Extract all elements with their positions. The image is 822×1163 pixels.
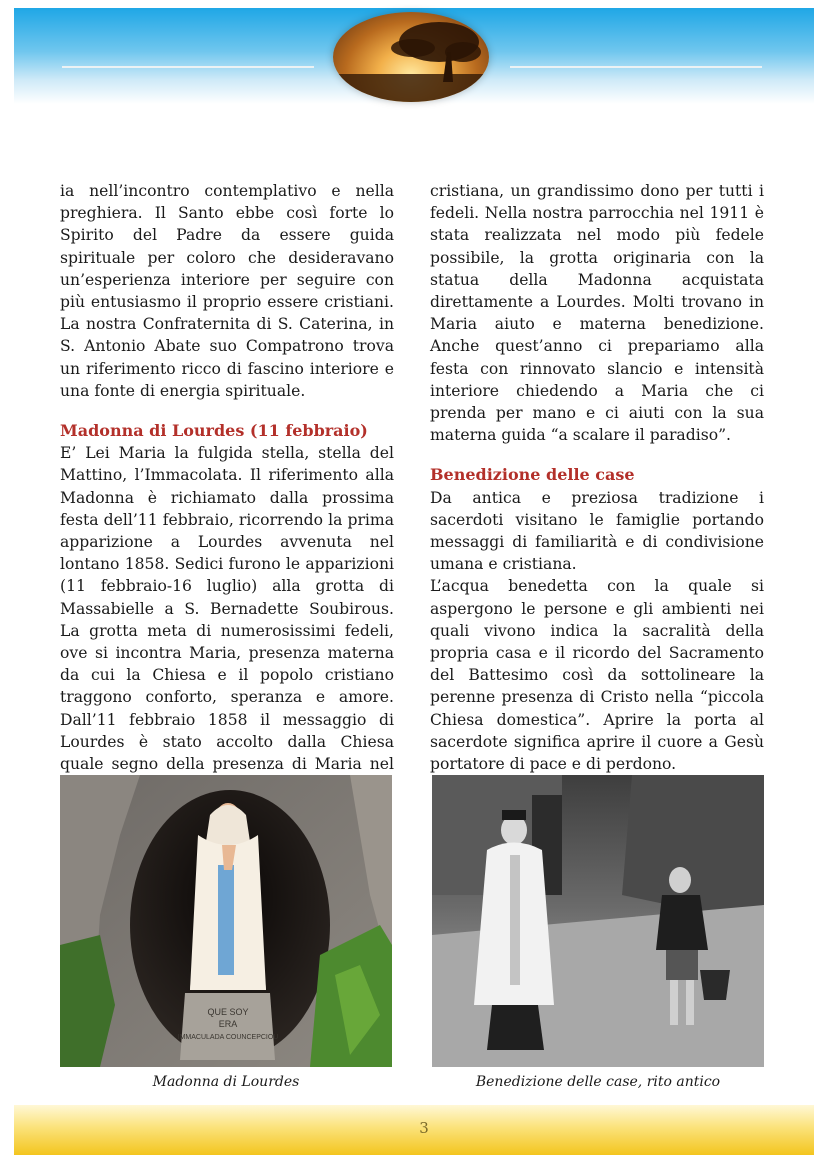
page-footer-banner — [14, 1105, 814, 1155]
header-right-rule — [510, 66, 762, 68]
page-number: 3 — [419, 1119, 429, 1137]
left-text-column — [60, 180, 394, 797]
blessing-ritual-photo — [432, 775, 764, 1067]
lourdes-grotto-photo — [60, 775, 392, 1067]
tree-silhouette-icon — [333, 12, 489, 102]
inscription-line-3: IMMACULADA COUNCEPCIOU — [177, 1034, 279, 1041]
intro-paragraph: ia nell’incontro contemplativo e nella preghiera. Il Santo ebbe così forte lo Spirito del Padre da essere guida spirituale per coloro che desideravano un’esperienza interiore per seguire con più entusiasmo il proprio essere cristiani. La nostra Confraternita di S. Caterina, in S. Antonio Abate suo Compatrono trova un riferimento ricco di fascino interiore e una fonte di energia spirituale. — [60, 182, 394, 400]
continuation-paragraph: cristiana, un grandissimo dono per tutti i fedeli. Nella nostra parrocchia nel 1911 è stata realizzata nel modo più fedele possibile, la grotta originaria con la statua della Madonna acquistata direttamente a Lourdes. Molti trovano in Maria aiuto e materna benedizione. Anche quest’anno ci prepariamo alla festa con rinnovato slancio e intensità interiore chiedendo a Maria che ci prenda per mano e ci aiuti con la sua materna guida “a scalare il paradiso”. — [430, 182, 764, 445]
inscription-line-1: QUE SOY — [207, 1007, 249, 1017]
header-tree-emblem — [333, 12, 489, 102]
lourdes-paragraph: E’ Lei Maria la fulgida stella, stella del Mattino, l’Immacolata. Il riferimento alla Madonna è richiamato dalla prossima festa dell’11 febbraio, ricorrendo la prima apparizione a Lourdes avvenuta nel lontano 1858. Sedici furono le apparizioni (11 febbraio-16 luglio) alla grotta di Massabielle a S. Bernadette Soubirous. La grotta meta di numerosissimi fedeli, ove si incontra Maria, presenza materna da cui la Chiesa e il popolo cristiano traggono conforto, speranza e amore. Dall’11 febbraio 1858 il messaggio di Lourdes è stato accolto dalla Chiesa quale segno della presenza di Maria nel — [60, 444, 394, 774]
left-photo-caption: Madonna di Lourdes — [152, 1074, 300, 1090]
lourdes-heading: Madonna di Lourdes (11 febbraio) — [60, 421, 368, 441]
right-text-column — [430, 180, 764, 820]
right-photo-caption: Benedizione delle case, rito antico — [475, 1074, 721, 1090]
header-left-rule — [62, 66, 314, 68]
benedizione-heading: Benedizione delle case — [430, 465, 635, 485]
benedizione-paragraph-2: L’acqua benedetta con la quale si aspergono le persone e gli ambienti nei quali vivono indica la sacralità della propria casa e il ricordo del Sacramento del Battesimo così da sottolineare la perenne presenza di Cristo nella “piccola Chiesa domestica”. Aprire la porta al sacerdote significa aprire il cuore a Gesù portatore di pace e di perdono. — [430, 577, 764, 774]
benedizione-paragraph-1: Da antica e preziosa tradizione i sacerdoti visitano le famiglie portando messaggi di familiarità e di condivisione umana e cristiana. — [430, 488, 764, 574]
inscription-line-2: ERA — [218, 1019, 238, 1029]
